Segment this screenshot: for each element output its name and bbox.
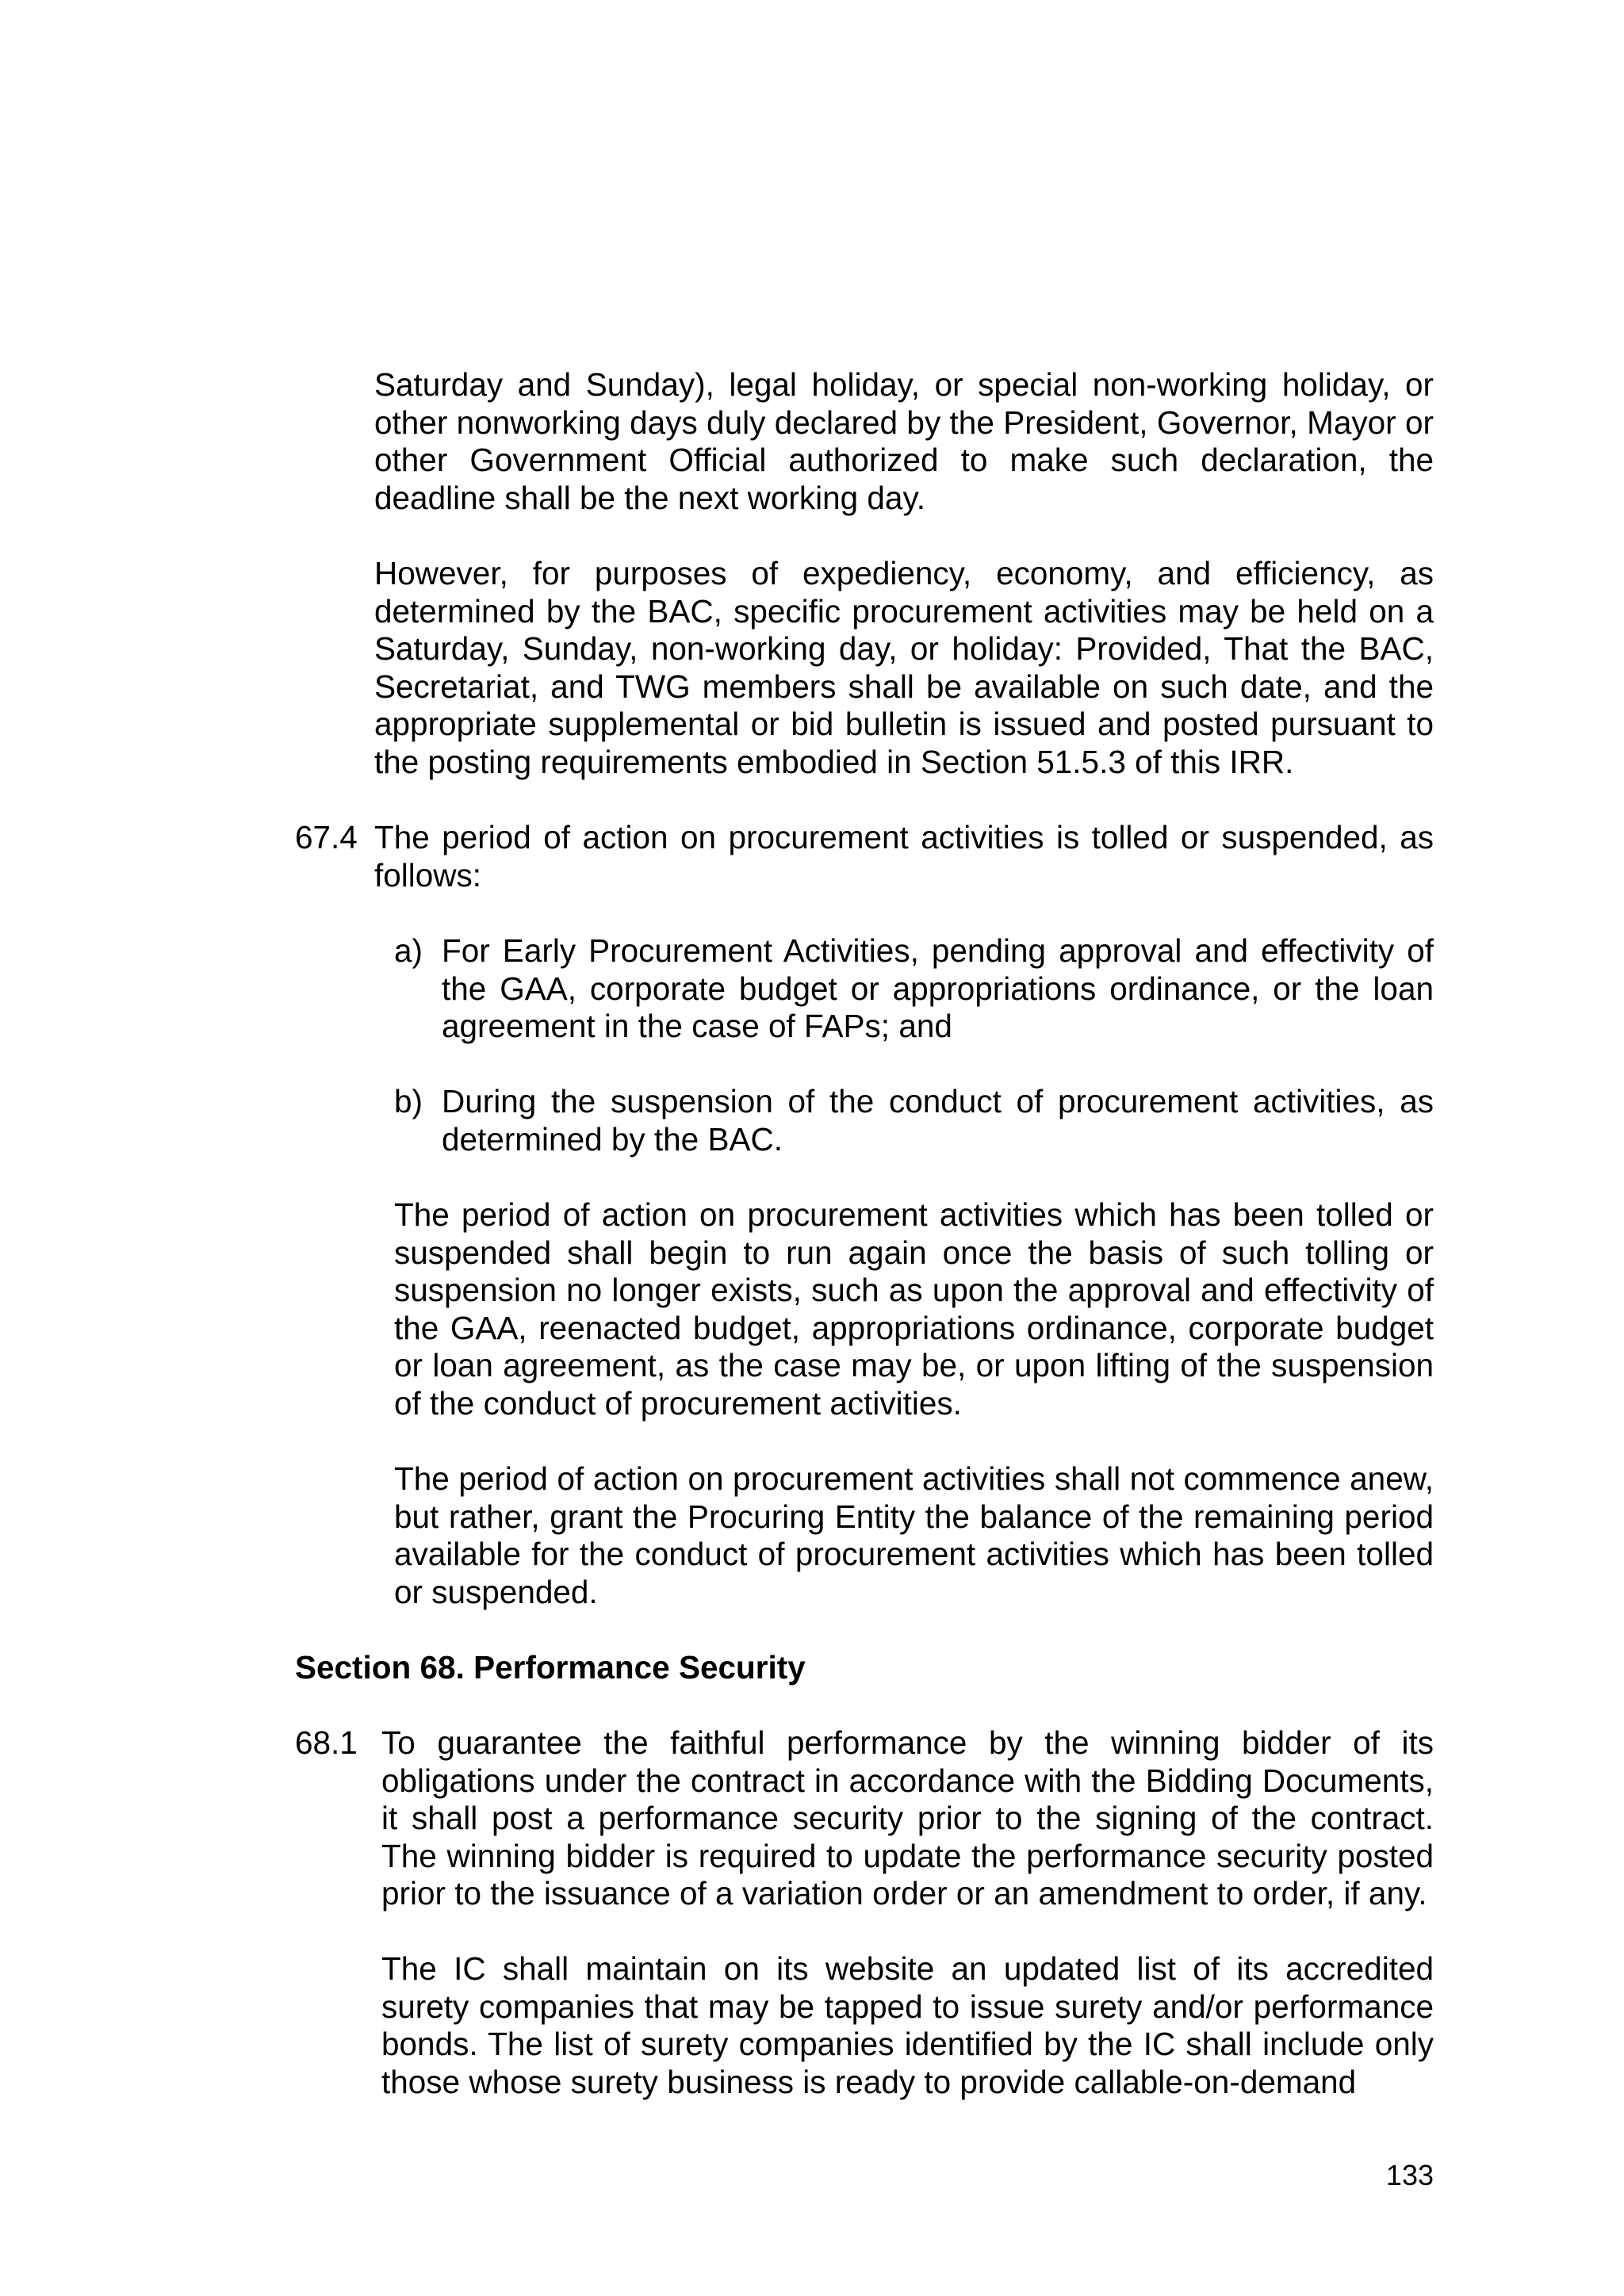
list-item-label-b: b) <box>394 1083 423 1119</box>
clause-67-4-text: The period of action on procurement activities is tolled or suspended, as follows: <box>374 819 1434 894</box>
page-number: 133 <box>1385 2159 1434 2191</box>
clause-68-1-text: To guarantee the faithful performance by the winning bidder of its obligations under the contract in accordance with the Bidding Documents, it shall post a performance security prior to the signing of the contract. The winning bidder is required to update the performance security posted prior to the issuance of a variation order or an amendment to order, if any. <box>381 1724 1434 1911</box>
list-item-a-text: For Early Procurement Activities, pending approval and effectivity of the GAA, corporate budget or appropriations ordinance, or the loan agreement in the case of FAPs; and <box>442 932 1434 1044</box>
list-item-label-a: a) <box>394 932 423 969</box>
however-paragraph: However, for purposes of expediency, economy, and efficiency, as determined by the BAC, specific procurement activities may be held on a Saturday, Sunday, non-working day, or holiday: Provided, That the BAC, Secretariat, and TWG members shall be available on such date, and the appropriate supplemental or bid bulletin is issued and posted pursuant to the posting requirements embodied in Section 51.5.3 of this IRR. <box>374 555 1434 780</box>
tolling-balance-paragraph: The period of action on procurement activities shall not commence anew, but rather, grant the Procuring Entity the balance of the remaining period available for the conduct of procurement activities which has been tolled or suspended. <box>394 1460 1434 1610</box>
ic-surety-paragraph: The IC shall maintain on its website an updated list of its accredited surety companies that may be tapped to issue surety and/or performance bonds. The list of surety companies identified by the IC shall include only those whose surety business is ready to provide callable-on-demand <box>381 1950 1434 2100</box>
list-item-b-text: During the suspension of the conduct of procurement activities, as determined by the BAC. <box>442 1083 1434 1158</box>
clause-number-68-1: 68.1 <box>295 1724 358 1761</box>
continuation-paragraph: Saturday and Sunday), legal holiday, or special non-working holiday, or other nonworking days duly declared by the President, Governor, Mayor or other Government Official authorized to make such declaration, the deadline shall be the next working day. <box>374 366 1434 516</box>
tolling-resume-paragraph: The period of action on procurement activities which has been tolled or suspended shall begin to run again once the basis of such tolling or suspension no longer exists, such as upon the approval and effectivity of the GAA, reenacted budget, appropriations ordinance, corporate budget or loan agreement, as the case may be, or upon lifting of the suspension of the conduct of procurement activities. <box>394 1196 1434 1422</box>
section-68-heading: Section 68. Performance Security <box>295 1649 806 1686</box>
clause-number-67-4: 67.4 <box>295 819 358 855</box>
